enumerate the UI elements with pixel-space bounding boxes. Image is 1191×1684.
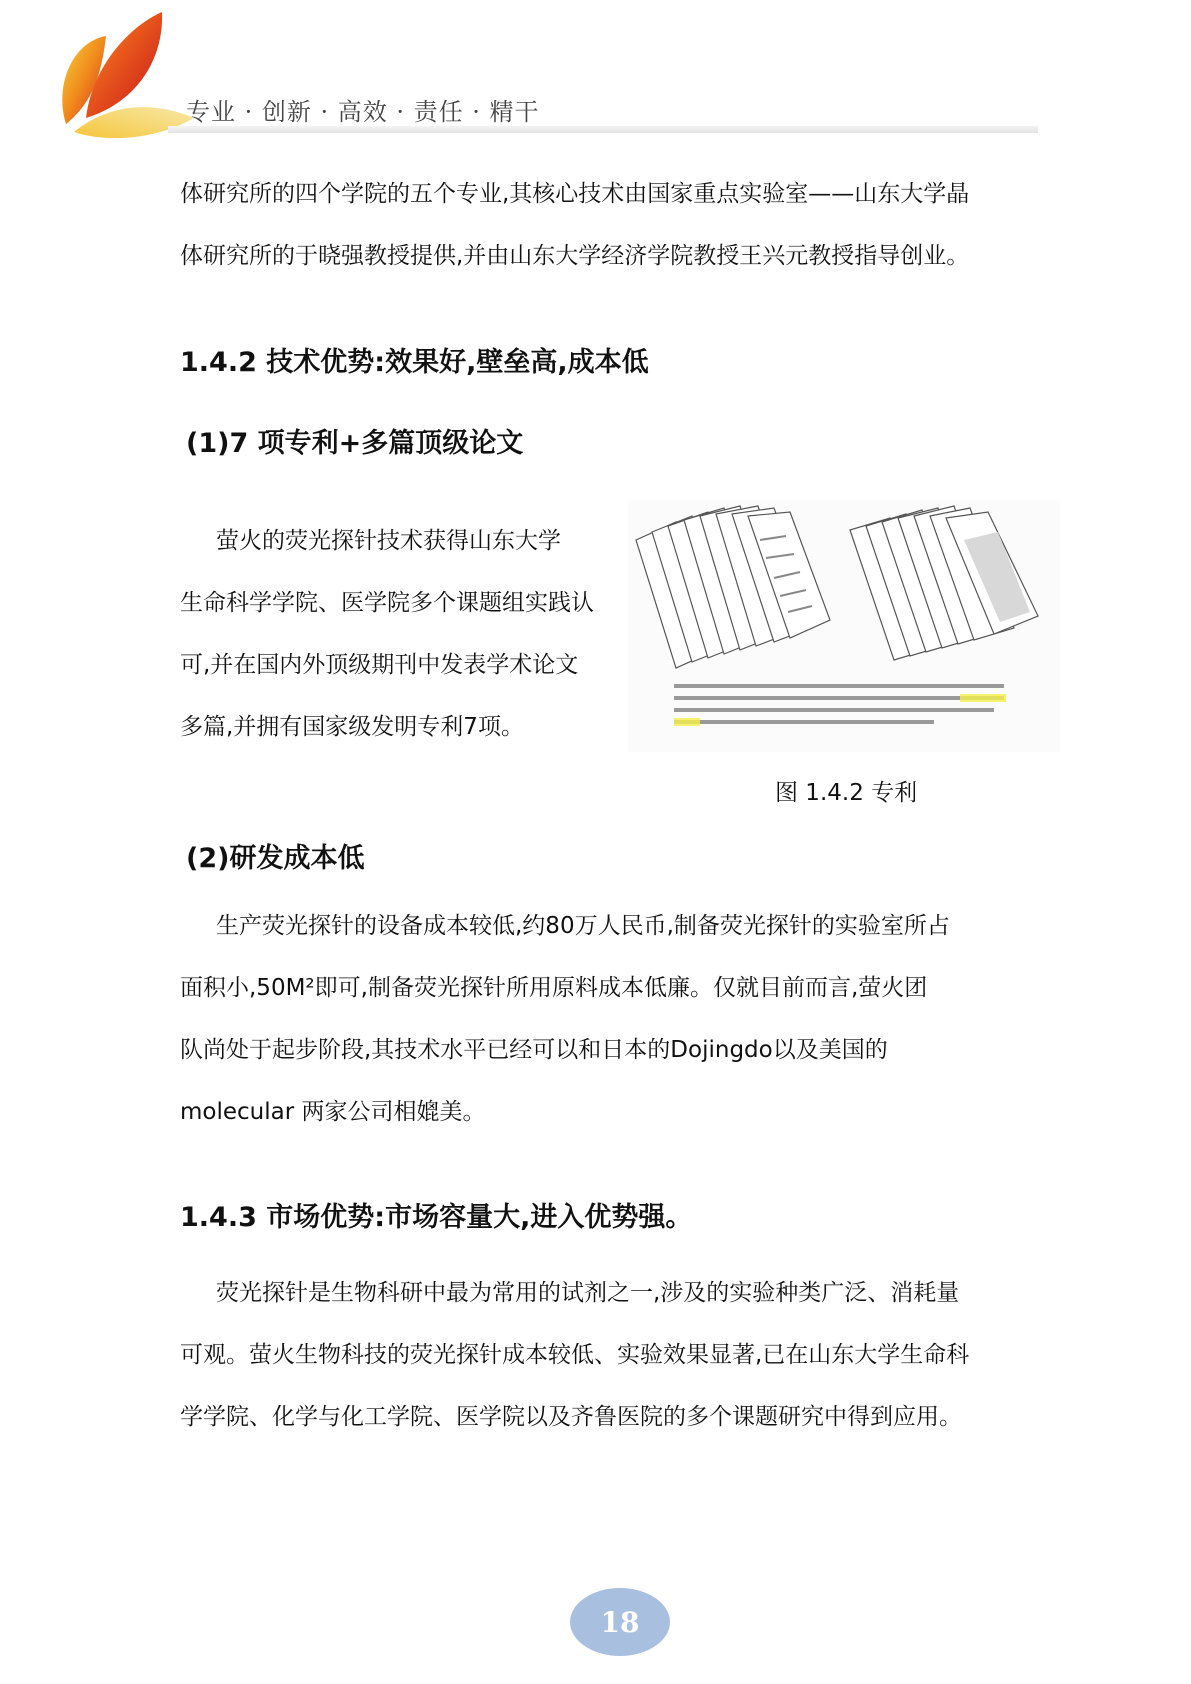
patents-line-2: 生命科学学院、医学院多个课题组实践认	[180, 590, 594, 616]
patents-line-4: 多篇,并拥有国家级发明专利7项。	[180, 714, 524, 740]
intro-line-2: 体研究所的于晓强教授提供,并由山东大学经济学院教授王兴元教授指导创业。	[180, 243, 970, 269]
market-line-1: 荧光探针是生物科研中最为常用的试剂之一,涉及的实验种类广泛、消耗量	[216, 1280, 960, 1306]
cost-line-4: molecular 两家公司相媲美。	[180, 1099, 486, 1125]
patent-documents-image	[628, 500, 1060, 752]
cost-line-1: 生产荧光探针的设备成本较低,约80万人民币,制备荧光探针的实验室所占	[216, 913, 950, 939]
header-divider	[168, 126, 1038, 133]
figure-caption: 图 1.4.2 专利	[775, 780, 918, 806]
section-1-4-2-heading: 1.4.2 技术优势:效果好,壁垒高,成本低	[180, 347, 649, 378]
cost-line-3: 队尚处于起步阶段,其技术水平已经可以和日本的Dojingdo以及美国的	[180, 1037, 888, 1063]
market-line-2: 可观。萤火生物科技的荧光探针成本较低、实验效果显著,已在山东大学生命科	[180, 1342, 970, 1368]
subsection-patents-heading: (1)7 项专利+多篇顶级论文	[186, 428, 524, 459]
intro-line-1: 体研究所的四个学院的五个专业,其核心技术由国家重点实验室——山东大学晶	[180, 181, 970, 207]
cost-line-2: 面积小,50M²即可,制备荧光探针所用原料成本低廉。仅就目前而言,萤火团	[180, 975, 928, 1001]
section-1-4-3-heading: 1.4.3 市场优势:市场容量大,进入优势强。	[180, 1202, 693, 1233]
page-header	[0, 0, 1191, 150]
patents-line-1: 萤火的荧光探针技术获得山东大学	[216, 528, 561, 554]
leaf-logo-icon	[52, 6, 202, 146]
page-number: 18	[570, 1588, 670, 1656]
header-slogan: 专业 · 创新 · 高效 · 责任 · 精干	[186, 98, 540, 126]
patents-line-3: 可,并在国内外顶级期刊中发表学术论文	[180, 652, 579, 678]
subsection-cost-heading: (2)研发成本低	[186, 843, 365, 874]
market-line-3: 学学院、化学与化工学院、医学院以及齐鲁医院的多个课题研究中得到应用。	[180, 1404, 962, 1430]
